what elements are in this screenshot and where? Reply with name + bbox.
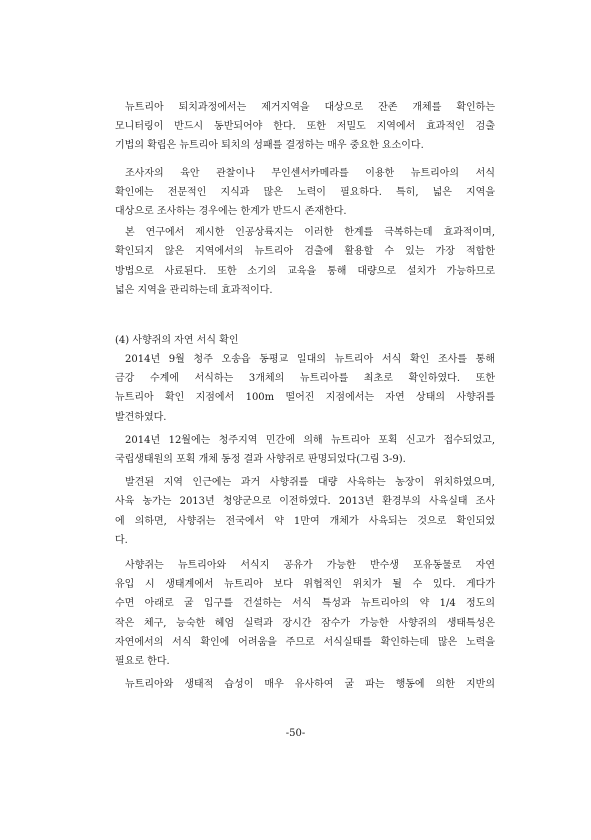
text-line: 2014년 12월에는 청주지역 민간에 의해 뉴트리아 포획 신고가 접수되었고, bbox=[125, 434, 495, 446]
paragraph-8 bbox=[115, 675, 495, 694]
paragraph-1 bbox=[115, 98, 495, 156]
text-line: 확인되지 않은 지역에서의 뉴트리아 검출에 활용할 수 있는 가장 적합한 bbox=[115, 246, 495, 258]
text-line: 사육 농가는 2013년 청양군으로 이전하였다. 2013년 환경부의 사육실태 조사 bbox=[115, 496, 495, 508]
text-line: 유입 시 생태계에서 뉴트리아 보다 위협적인 위치가 될 수 있다. 게다가 bbox=[115, 579, 495, 591]
text-line: 에 의하면, 사향쥐는 전국에서 약 1만여 개체가 사육되는 것으로 확인되었 bbox=[115, 515, 495, 527]
text-line: 뉴트리아 확인 지점에서 100m 떨어진 지점에서는 자연 상태의 사향쥐를 bbox=[115, 392, 495, 404]
text-line: 방법으로 사료된다. 또한 소기의 교육을 통해 대량으로 설치가 가능하므로 bbox=[115, 265, 495, 277]
body-text bbox=[115, 98, 495, 694]
text-line: 자연에서의 서식 확인에 어려움을 주므로 서식실태를 확인하는데 많은 노력을 bbox=[115, 636, 495, 648]
paragraph-6 bbox=[115, 473, 495, 550]
text-line: 발견된 지역 인근에는 과거 사향쥐를 대량 사육하는 농장이 위치하였으며, bbox=[125, 477, 495, 489]
paragraph-5 bbox=[115, 431, 495, 469]
paragraph-2 bbox=[115, 164, 495, 222]
text-line: 뉴트리아 퇴치과정에서는 제거지역을 대상으로 잔존 개체를 확인하는 bbox=[125, 102, 495, 113]
paragraph-4 bbox=[115, 350, 495, 427]
text-line: 수면 아래로 굴 입구를 건설하는 서식 특성과 뉴트리아의 약 1/4 정도의 bbox=[115, 598, 495, 610]
text-line: 다. bbox=[115, 534, 128, 546]
text-line: 모니터링이 반드시 동반되어야 한다. 또한 저밀도 지역에서 효과적인 검출 bbox=[115, 121, 495, 133]
text-line: 본 연구에서 제시한 인공상륙지는 이러한 한계를 극복하는데 효과적이며, bbox=[125, 227, 495, 239]
paragraph-7 bbox=[115, 556, 495, 671]
text-line: 기법의 확립은 뉴트리아 퇴치의 성패를 결정하는 매우 중요한 요소이다. bbox=[115, 140, 424, 152]
text-line: 국립생태원의 포획 개체 동정 결과 사향쥐로 판명되었다(그림 3-9). bbox=[115, 454, 406, 465]
text-line: 뉴트리아와 생태적 습성이 매우 유사하여 굴 파는 행동에 의한 지반의 bbox=[125, 679, 495, 691]
text-line: 금강 수계에 서식하는 3개체의 뉴트리아를 최초로 확인하였다. 또한 bbox=[115, 373, 495, 385]
page-number: -50- bbox=[285, 728, 306, 739]
text-line: 대상으로 조사하는 경우에는 한계가 반드시 존재한다. bbox=[115, 205, 347, 217]
text-line: 조사자의 육안 관찰이나 무인센서카메라를 이용한 뉴트리아의 서식 bbox=[125, 167, 495, 179]
text-line: 사향쥐는 뉴트리아와 서식지 공유가 가능한 반수생 포유동물로 자연 bbox=[125, 559, 495, 571]
text-line: 작은 체구, 능숙한 헤엄 실력과 장시간 잠수가 가능한 사향쥐의 생태특성은 bbox=[115, 617, 495, 629]
paragraph-3 bbox=[115, 223, 495, 300]
text-line: 필요로 한다. bbox=[115, 655, 170, 667]
text-line: 발견하였다. bbox=[115, 411, 167, 423]
text-line: 넓은 지역을 관리하는데 효과적이다. bbox=[115, 284, 273, 296]
text-line: 2014년 9월 청주 오송읍 동평교 일대의 뉴트리아 서식 확인 조사를 통해 bbox=[125, 354, 495, 366]
section-heading: (4) 사향쥐의 자연 서식 확인 bbox=[115, 334, 239, 346]
text-line: 확인에는 전문적인 지식과 많은 노력이 필요하다. 특히, 넓은 지역을 bbox=[115, 186, 495, 198]
